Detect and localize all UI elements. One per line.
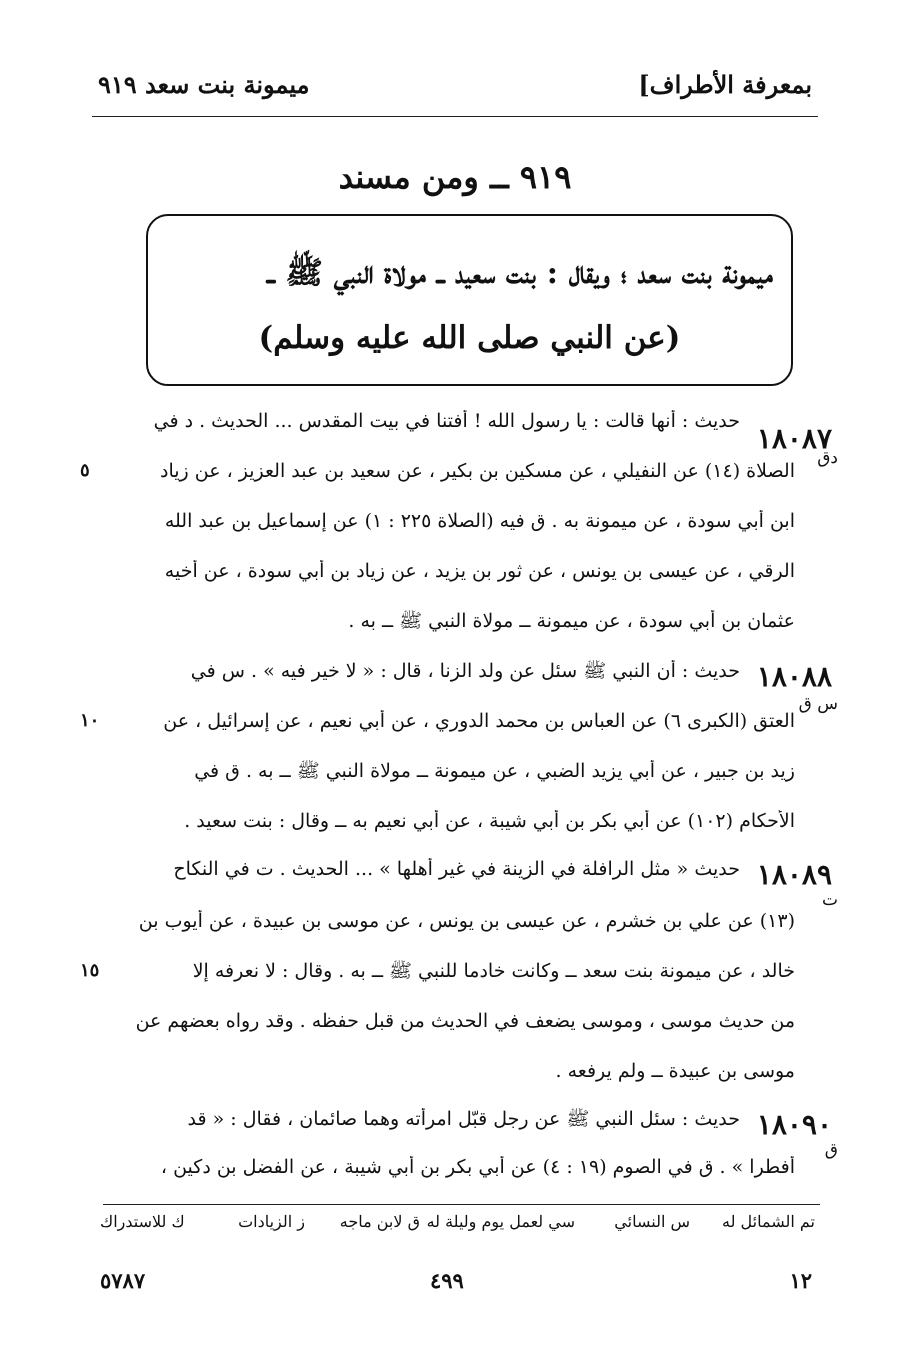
margin-line-number: ١٥ — [80, 960, 100, 981]
framed-heading-line-1: ميمونة بنت سعد ؛ ويقال : بنت سعيد ــ مولاة النبي ﷺ ــ — [267, 255, 773, 291]
hadith-tags: ق — [824, 1140, 838, 1160]
footnote-rule — [103, 1204, 820, 1205]
margin-line-number: ١٠ — [80, 710, 100, 731]
hadith-line: الأحكام (١٠٢) عن أبي بكر بن أبي شيبة ، عن أبي نعيم به ــ وقال : بنت سعيد . — [184, 810, 795, 832]
margin-line-number: ٥ — [80, 460, 90, 481]
framed-heading — [146, 214, 793, 386]
hadith-tags: ت — [821, 890, 838, 910]
framed-heading-line-2: (عن النبي صلى الله عليه وسلم) — [258, 320, 681, 356]
hadith-line: موسى بن عبيدة ــ ولم يرفعه . — [555, 1060, 795, 1082]
legend-item: ك للاستدراك — [100, 1212, 185, 1231]
legend-item: س النسائي — [614, 1212, 690, 1231]
hadith-line: ابن أبي سودة ، عن ميمونة به . ق فيه (الصلاة ٢٢٥ : ١) عن إسماعيل بن عبد الله — [164, 510, 795, 532]
hadith-number: ١٨٠٩٠ — [756, 1108, 832, 1141]
header-rule — [92, 116, 818, 117]
footer-page-number: ٤٩٩ — [430, 1268, 464, 1293]
hadith-line: عثمان بن أبي سودة ، عن ميمونة ــ مولاة النبي ﷺ ــ به . — [348, 610, 795, 632]
running-header — [98, 70, 812, 110]
hadith-number: ١٨٠٨٩ — [756, 858, 832, 891]
hadith-line: زيد بن جبير ، عن أبي يزيد الضبي ، عن ميمونة ــ مولاة النبي ﷺ ــ به . ق في — [194, 760, 795, 782]
hadith-line: خالد ، عن ميمونة بنت سعد ــ وكانت خادما للنبي ﷺ ــ به . وقال : لا نعرفه إلا — [192, 960, 795, 982]
header-right-title: بمعرفة الأطراف] — [638, 70, 812, 99]
hadith-line: من حديث موسى ، وموسى يضعف في الحديث من قبل حفظه . وقد رواه بعضهم عن — [135, 1010, 795, 1032]
hadith-tags: س ق — [798, 694, 838, 714]
hadith-number: ١٨٠٨٨ — [756, 660, 832, 693]
hadith-number: ١٨٠٨٧ — [756, 422, 832, 455]
legend-item: ز الزيادات — [238, 1212, 305, 1231]
hadith-line: حديث « مثل الرافلة في الزينة في غير أهلها » ... الحديث . ت في النكاح — [173, 858, 740, 880]
hadith-line: الرقي ، عن عيسى بن يونس ، عن ثور بن يزيد ، عن زياد بن أبي سودة ، عن أخيه — [164, 560, 795, 582]
footer-total-number: ٥٧٨٧ — [100, 1268, 146, 1293]
hadith-tags: دق — [817, 448, 838, 468]
hadith-line: (١٣) عن علي بن خشرم ، عن عيسى بن يونس ، عن موسى بن عبيدة ، عن أيوب بن — [138, 910, 795, 932]
hadith-line: حديث : أنها قالت : يا رسول الله ! أفتنا في بيت المقدس ... الحديث . د في — [153, 410, 740, 432]
hadith-line: أفطرا » . ق في الصوم (١٩ : ٤) عن أبي بكر بن أبي شيبة ، عن الفضل بن دكين ، — [160, 1156, 795, 1178]
footer-volume-page: ١٢ — [789, 1268, 812, 1293]
legend-item: سي لعمل يوم وليلة له — [426, 1212, 575, 1231]
chapter-title: ٩١٩ ــ ومن مسند — [338, 158, 572, 196]
hadith-line: حديث : سئل النبي ﷺ عن رجل قبّل امرأته وهما صائمان ، فقال : « قد — [187, 1108, 740, 1130]
hadith-line: الصلاة (١٤) عن النفيلي ، عن مسكين بن بكير ، عن سعيد بن عبد العزيز ، عن زياد — [160, 460, 795, 482]
legend-item: تم الشمائل له — [721, 1212, 815, 1231]
header-left-title: ميمونة بنت سعد ٩١٩ — [98, 70, 310, 99]
hadith-line: العتق (الكبرى ٦) عن العباس بن محمد الدوري ، عن أبي نعيم ، عن إسرائيل ، عن — [163, 710, 795, 732]
hadith-line: حديث : أن النبي ﷺ سئل عن ولد الزنا ، قال : « لا خير فيه » . س في — [190, 660, 740, 682]
legend-item: ق لابن ماجه — [339, 1212, 420, 1231]
siglum-legend — [100, 1212, 815, 1238]
